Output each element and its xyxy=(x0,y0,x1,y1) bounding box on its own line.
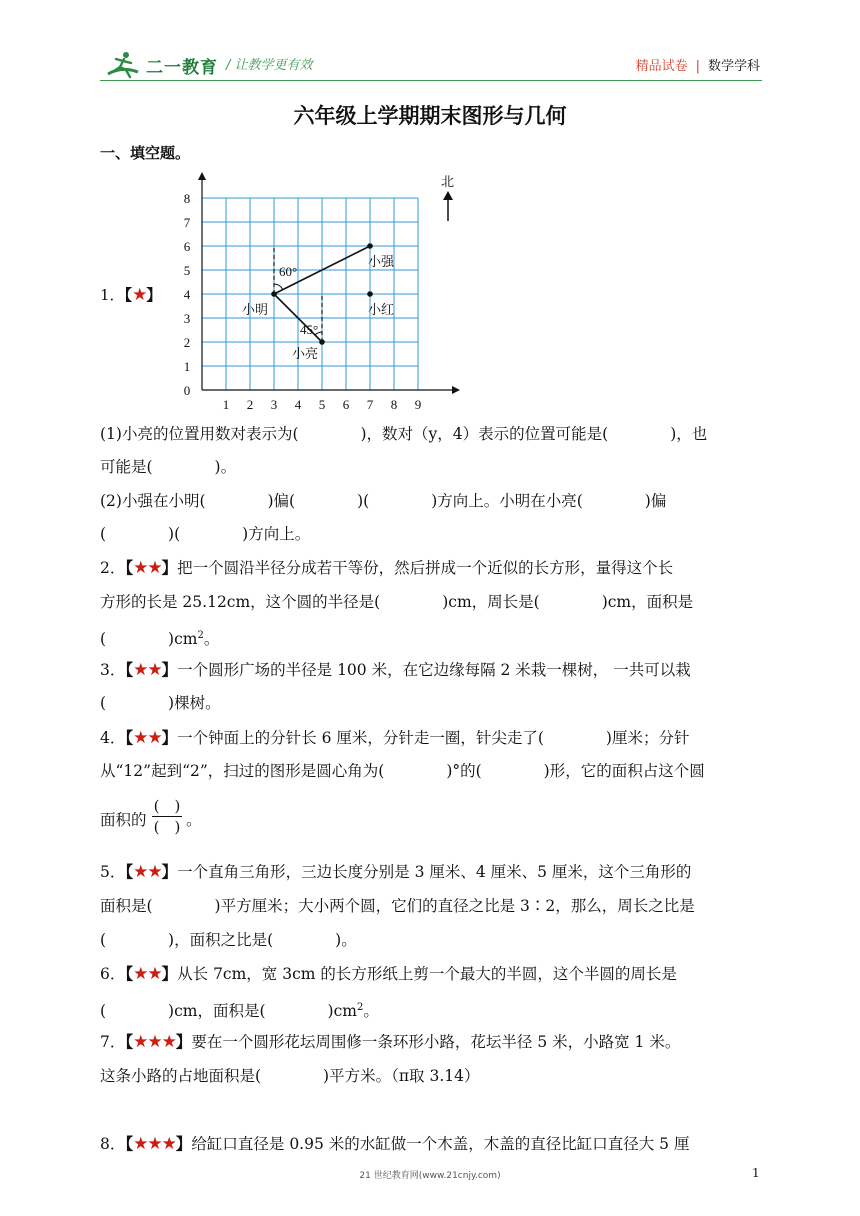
q4-line-3: 面积的 xyxy=(100,811,147,829)
question-1-label xyxy=(100,284,161,305)
x-tick-label: 6 xyxy=(342,397,350,412)
y-tick-label: 2 xyxy=(183,335,191,350)
fraction-denominator: ( ) xyxy=(153,818,181,836)
angle-arc-60 xyxy=(274,284,283,289)
y-tick-label: 4 xyxy=(183,287,191,302)
page-title: 六年级上学期期末图形与几何 xyxy=(293,104,567,128)
x-tick-label: 3 xyxy=(270,397,278,412)
fraction-numerator: ( ) xyxy=(153,797,181,815)
q4-text-1: 一个钟面上的分针长 6 厘米，分针走一圈，针尖走了( )厘米；分针 xyxy=(177,729,690,747)
x-tick-label: 8 xyxy=(390,397,398,412)
q1-line-4: ( )( )方向上。 xyxy=(100,525,311,543)
y-tick-label: 5 xyxy=(183,263,191,278)
x-tick-label: 5 xyxy=(318,397,326,412)
q5-line-3: ( )，面积之比是( )。 xyxy=(100,931,357,949)
question-number: 6． xyxy=(100,965,126,983)
question-number: 7． xyxy=(100,1033,126,1051)
footer-source: 21 世纪教育网(www.21cnjy.com) xyxy=(359,1171,501,1181)
page-number: 1 xyxy=(752,1166,760,1180)
label-xiaoqiang: 小强 xyxy=(368,255,395,270)
point-dot xyxy=(271,291,277,297)
angle-label-45: 45° xyxy=(300,322,319,337)
q1-line-3: (2)小强在小明( )偏( )( )方向上。小明在小亮( )偏 xyxy=(100,492,667,510)
q2-line-3: ( )$cm^2$。 xyxy=(100,630,220,649)
label-xiaohong: 小红 xyxy=(368,303,395,318)
difficulty-stars: ★★ xyxy=(133,660,162,680)
y-tick-label: 8 xyxy=(183,191,191,206)
question-number: 5． xyxy=(100,863,126,881)
angle-label-60: 60° xyxy=(279,264,298,279)
q3-line-2: ( )棵树。 xyxy=(100,694,221,712)
x-axis-arrow xyxy=(452,386,460,394)
header-divider xyxy=(100,80,762,81)
difficulty-stars: ★★ xyxy=(133,862,162,882)
header-tag: 精品试卷 xyxy=(635,59,688,74)
q2-line-2: 方形的长是 25.12cm，这个圆的半径是( )cm，周长是( )cm，面积是 xyxy=(100,593,694,611)
q1-line-2: 可能是( )。 xyxy=(100,458,237,476)
blank-fraction xyxy=(152,797,182,836)
bracket-open: 【 xyxy=(124,286,133,304)
label-xiaoming: 小明 xyxy=(242,303,269,318)
question-3-line-1: 3．【★★】一个圆形广场的半径是 100 米，在它边缘每隔 2 米栽一棵树， 一共可以栽 xyxy=(100,660,691,680)
question-2-line-1: 2．【★★】把一个圆沿半径分成若干等份，然后拼成一个近似的长方形，量得这个长 xyxy=(100,558,674,578)
difficulty-stars: ★★ xyxy=(133,964,162,984)
question-7-line-1: 7．【★★★】要在一个圆形花坛周围修一条环形小路，花坛半径 5 米，小路宽 1 米。 xyxy=(100,1032,681,1052)
label-xiaoliang: 小亮 xyxy=(292,347,319,362)
difficulty-stars: ★★ xyxy=(133,728,162,748)
question-number: 4． xyxy=(100,729,126,747)
difficulty-stars: ★★ xyxy=(133,558,162,578)
q7-line-2: 这条小路的占地面积是( )平方米。（π取 3.14） xyxy=(100,1067,480,1085)
x-tick-label: 1 xyxy=(222,397,230,412)
x-tick-label: 2 xyxy=(246,397,254,412)
q3-text-1: 一个圆形广场的半径是 100 米，在它边缘每隔 2 米栽一棵树， 一共可以栽 xyxy=(177,661,691,679)
difficulty-stars: ★ xyxy=(132,285,147,305)
header-subject: 数学学科 xyxy=(707,59,760,74)
q4-line-3-end: 。 xyxy=(186,811,202,829)
q7-text-1: 要在一个圆形花坛周围修一条环形小路，花坛半径 5 米，小路宽 1 米。 xyxy=(191,1033,681,1051)
coordinate-grid xyxy=(175,170,475,415)
north-label: 北 xyxy=(441,175,455,190)
question-4-line-1: 4．【★★】一个钟面上的分针长 6 厘米，分针走一圈，针尖走了( )厘米；分针 xyxy=(100,728,690,748)
question-8-line-1: 8．【★★★】给缸口直径是 0.95 米的水缸做一个木盖，木盖的直径比缸口直径大 5 厘 xyxy=(100,1134,690,1154)
section-heading: 一、填空题。 xyxy=(100,144,191,162)
question-5-line-1: 5．【★★】一个直角三角形，三边长度分别是 3 厘米、4 厘米、5 厘米，这个三角形的 xyxy=(100,862,692,882)
y-axis-arrow xyxy=(198,172,206,180)
question-number: 2． xyxy=(100,559,126,577)
q2-text-1: 把一个圆沿半径分成若干等份，然后拼成一个近似的长方形，量得这个长 xyxy=(177,559,674,577)
slogan: / 让教学更有效 xyxy=(226,58,313,73)
header-right xyxy=(636,55,760,74)
y-tick-label: 0 xyxy=(183,383,191,398)
logo-text: 二一教育 xyxy=(146,58,218,78)
q8-text-1: 给缸口直径是 0.95 米的水缸做一个木盖，木盖的直径比缸口直径大 5 厘 xyxy=(191,1135,690,1153)
question-6-line-1: 6．【★★】从长 7cm，宽 3cm 的长方形纸上剪一个最大的半圆，这个半圆的周长是 xyxy=(100,964,677,984)
difficulty-stars: ★★★ xyxy=(133,1032,176,1052)
q1-line-1: (1)小亮的位置用数对表示为( )，数对（y，4）表示的位置可能是( )，也 xyxy=(100,425,708,443)
north-arrow-icon xyxy=(442,191,454,223)
y-tick-label: 6 xyxy=(183,239,191,254)
q6-text-1: 从长 7cm，宽 3cm 的长方形纸上剪一个最大的半圆，这个半圆的周长是 xyxy=(177,965,677,983)
question-number: 3． xyxy=(100,661,126,679)
q6-line-2: ( )cm，面积是( )$cm^2$。 xyxy=(100,1002,379,1021)
header-separator: | xyxy=(695,59,700,74)
x-tick-label: 9 xyxy=(414,397,422,412)
y-tick-label: 1 xyxy=(183,359,191,374)
q5-line-2: 面积是( )平方厘米；大小两个圆，它们的直径之比是 3∶2，那么，周长之比是 xyxy=(100,897,695,915)
difficulty-stars: ★★★ xyxy=(133,1134,176,1154)
y-tick-label: 3 xyxy=(183,311,191,326)
point-dot xyxy=(319,339,325,345)
x-tick-label: 4 xyxy=(294,397,302,412)
question-number: 8． xyxy=(100,1135,126,1153)
page-header xyxy=(0,0,860,90)
q5-text-1: 一个直角三角形，三边长度分别是 3 厘米、4 厘米、5 厘米，这个三角形的 xyxy=(177,863,692,881)
point-dot xyxy=(367,291,373,297)
question-number: 1． xyxy=(100,286,125,304)
q4-line-2: 从“12”起到“2”，扫过的图形是圆心角为( )°的( )形，它的面积占这个圆 xyxy=(100,762,705,780)
point-dot xyxy=(367,243,373,249)
y-tick-label: 7 xyxy=(183,215,191,230)
bracket-close: 】 xyxy=(146,286,162,304)
x-tick-label: 7 xyxy=(366,397,374,412)
